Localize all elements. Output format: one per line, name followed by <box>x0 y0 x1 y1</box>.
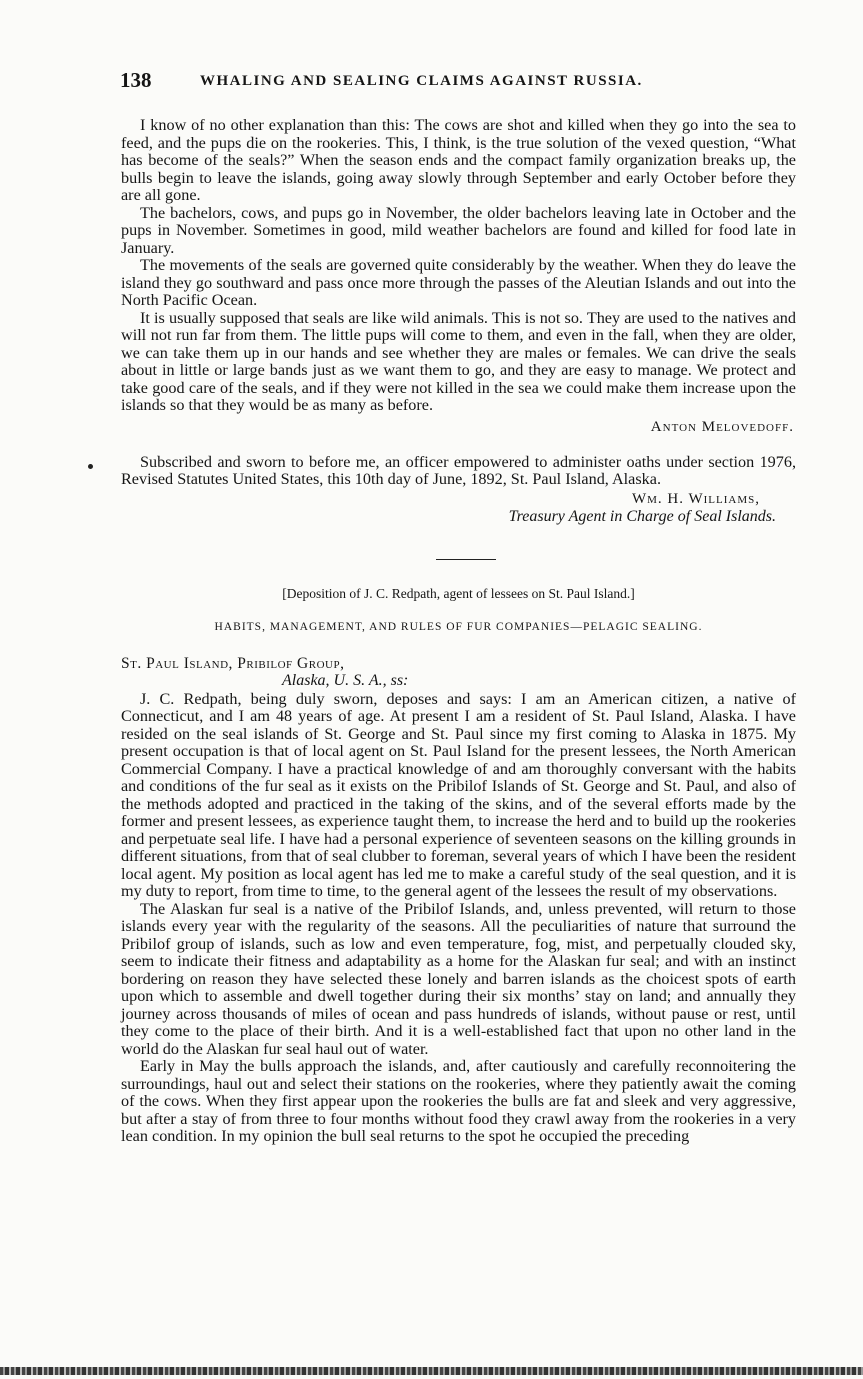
page-header <box>121 68 796 98</box>
ink-speck <box>88 464 93 469</box>
paragraph-redpath-intro: J. C. Redpath, being duly sworn, deposes and says: I am an American citizen, a native of Connecticut, and I am 48 years of age. At present I am a resident of St. Paul Island, Alaska. I have resided on the seal islands of St. George and St. Paul since my first coming to Alaska in 1875. My present occupation is that of local agent on St. Paul Island for the present lessees, the North American Commercial Company. I have a practical knowledge of and am thoroughly conversant with the habits and conditions of the fur seal as it exists on the Pribilof Islands of St. George and St. Paul, and also of the methods adopted and practiced in the taking of the skins, and of the several efforts made by the former and present lessees, as experience taught them, to increase the herd and to build up the rookeries and perpetuate seal life. I have had a personal experience of seventeen seasons on the killing grounds in different situations, from that of seal clubber to foreman, several years of which I have been the resident local agent. My position as local agent has led me to make a careful study of the seal question, and it is my duty to report, from time to time, to the general agent of the lessees the result of my observations. <box>121 689 796 900</box>
section-heading: HABITS, MANAGEMENT, AND RULES OF FUR COMPANIES—PELAGIC SEALING. <box>214 620 703 633</box>
section-divider <box>436 559 496 560</box>
paragraph-jurat: Subscribed and sworn to before me, an officer empowered to administer oaths under section 1976, Revised Statutes United States, this 10th day of June, 1892, St. Paul Island, Alaska. <box>121 452 796 488</box>
venue-subline: Alaska, U. S. A., ss: <box>282 671 409 689</box>
book-page <box>121 68 796 1146</box>
deposition-note: [Deposition of J. C. Redpath, agent of lessees on St. Paul Island.] <box>282 585 635 601</box>
paragraph-explanation: I know of no other explanation than this: The cows are shot and killed when they go into the sea to feed, and the pups die on the rookeries. This, I think, is the true solution of the vexed question, “What has become of the seals?” When the season ends and the compact family organization breaks up, the bulls begin to leave the islands, going away slowly through September and early October before they are all gone. <box>121 116 796 204</box>
scan-bottom-edge <box>0 1367 863 1375</box>
paragraph-bulls-arrival: Early in May the bulls approach the islands, and, after cautiously and carefully reconnoitering the surroundings, haul out and select their stations on the rookeries, where they patiently await the coming of the cows. When they first appear upon the rookeries the bulls are fat and sleek and very aggressive, but after a stay of from three to four months without food they crawl away from the rookeries in a very lean condition. In my opinion the bull seal returns to the spot he occupied the preceding <box>121 1057 796 1145</box>
signature-williams-title: Treasury Agent in Charge of Seal Islands. <box>508 507 776 525</box>
paragraph-weather: The movements of the seals are governed quite considerably by the weather. When they do leave the island they go southward and pass once more through the passes of the Aleutian Islands and out into the North Pacific Ocean. <box>121 256 796 309</box>
signature-melovedoff: Anton Melovedoff. <box>650 418 794 435</box>
venue-line: St. Paul Island, Pribilof Group, <box>121 654 345 672</box>
paragraph-native-islands: The Alaskan fur seal is a native of the Pribilof Islands, and, unless prevented, will return to those islands every year with the regularity of the seasons. All the peculiarities of nature that surround the Pribilof group of islands, such as low and even temperature, fog, mist, and perpetually clouded sky, seem to indicate their fitness and adaptability as a home for the Alaskan fur seal; and with an instinct bordering on reason they have selected these lonely and barren islands as the choicest spots of earth upon which to assemble and dwell together during their six months’ stay on land; and annually they journey across thousands of miles of ocean and pass hundreds of islands, without pause or rest, until they come to the place of their birth. And it is a well-established fact that upon no other land in the world do the Alaskan fur seal haul out of water. <box>121 899 796 1058</box>
page-number: 138 <box>120 68 152 92</box>
running-title: WHALING AND SEALING CLAIMS AGAINST RUSSIA. <box>200 73 643 89</box>
paragraph-tameness: It is usually supposed that seals are like wild animals. This is not so. They are used to the natives and will not run far from them. The little pups will come to them, and even in the fall, when they are older, we can take them up in our hands and see whether they are males or females. We can drive the seals about in little or large bands just as we want them to go, and they are easy to manage. We protect and take good care of the seals, and if they were not killed in the sea we could make them increase upon the islands so that they would be as many as before. <box>121 308 796 414</box>
signature-williams: Wm. H. Williams, <box>631 490 760 507</box>
paragraph-departure: The bachelors, cows, and pups go in November, the older bachelors leaving late in October and the pups in November. Sometimes in good, mild weather bachelors are found and killed for food late in January. <box>121 203 796 257</box>
